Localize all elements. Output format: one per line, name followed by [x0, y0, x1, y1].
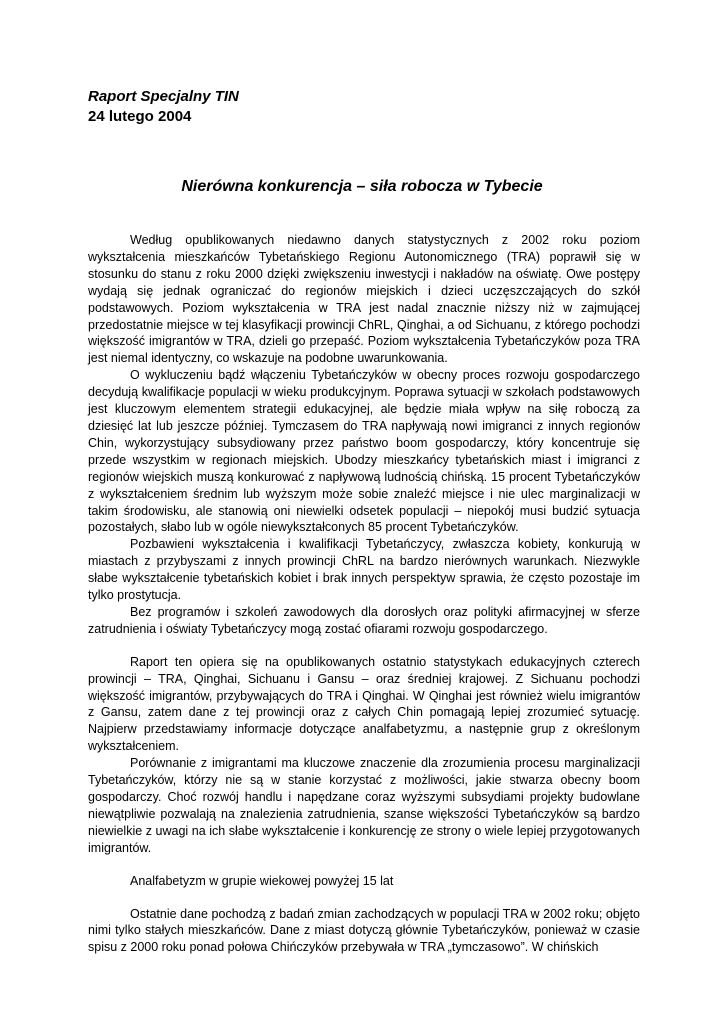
paragraph: Ostatnie dane pochodzą z badań zmian zachodzących w populacji TRA w 2002 roku; objęto nimi tylko stałych mieszkańców. Dane z miast dotyczą głównie Tybetańczyków, ponieważ w czasie spisu z 2000 roku ponad połowa Chińczyków przebywała w TRA „tymczasowo”. W chińskich — [88, 906, 640, 955]
report-date: 24 lutego 2004 — [88, 108, 192, 125]
paragraph: Raport ten opiera się na opublikowanych ostatnio statystykach edukacyjnych czterech prowincji – TRA, Qinghai, Sichuanu i Gansu – oraz średniej krajowej. Z Sichuanu pochodzi większość imigrantów, przybywających do TRA i Qinghai. W Qinghai jest również wielu imigrantów z Gansu, zatem dane z tej prowincji oraz z całych Chin pomagają lepiej zrozumieć sytuację. Najpierw przedstawiamy informacje dotyczące analfabetyzmu, a następnie grup z określonym wykształceniem. — [88, 654, 640, 754]
document-body — [88, 232, 640, 956]
paragraph: Według opublikowanych niedawno danych statystycznych z 2002 roku poziom wykształcenia mieszkańców Tybetańskiego Regionu Autonomicznego (TRA) poprawił się w stosunku do stanu z roku 2000 dzięki zwiększeniu inwestycji i nakładów na oświatę. Owe postępy wydają się jednak ograniczać do regionów miejskich i dzieci uczęszczających do szkół podstawowych. Poziom wykształcenia w TRA jest nadal znacznie niższy niż w zajmującej przedostatnie miejsce w tej klasyfikacji prowincji ChRL, Qinghai, a od Sichuanu, z którego pochodzi większość imigrantów w TRA, dzieli go przepaść. Poziom wykształcenia Tybetańczyków poza TRA jest niemal identyczny, co wskazuje na podobne uwarunkowania. — [88, 233, 640, 366]
paragraph: Pozbawieni wykształcenia i kwalifikacji Tybetańczycy, zwłaszcza kobiety, konkurują w miastach z przybyszami z innych prowincji ChRL na bardzo nierównych warunkach. Niezwykle słabe wykształcenie tybetańskich kobiet i brak innych perspektyw sprawia, że często pozostaje im tylko prostytucja. — [88, 537, 640, 603]
document-title: Nierówna konkurencja – siła robocza w Tybecie — [181, 178, 543, 195]
paragraph: Porównanie z imigrantami ma kluczowe znaczenie dla zrozumienia procesu marginalizacji Tybetańczyków, którzy nie są w stanie korzystać z możliwości, jakie stwarza obecny boom gospodarczy. Choć rozwój handlu i napędzane coraz wyższymi subsydiami projekty budowlane niewątpliwie pozwalają na znalezienia zatrudnienia, szanse większości Tybetańczyków są bardzo niewielkie z uwagi na ich słabe wykształcenie i konkurencję ze strony o wiele lepiej przygotowanych imigrantów. — [88, 756, 640, 855]
paragraph: O wykluczeniu bądź włączeniu Tybetańczyków w obecny proces rozwoju gospodarczego decydują kwalifikacje populacji w wieku produkcyjnym. Poprawa sytuacji w szkołach podstawowych jest kluczowym elementem strategii edukacyjnej, ale będzie miała wpływ na siłę roboczą za dziesięć lat lub jeszcze później. Tymczasem do TRA napływają nowi imigranci z innych regionów Chin, wykorzystujący subsydiowany przez państwo boom gospodarczy, który koncentruje się przede wszystkim w regionach miejskich. Ubodzy mieszkańcy tybetańskich miast i imigranci z regionów wiejskich muszą konkurować z napływową ludnością chińską. 15 procent Tybetańczyków z wykształceniem średnim lub wyższym może sobie znaleźć miejsce i nie ulec marginalizacji w takim środowisku, ale stanowią oni niewielki odsetek populacji – niepokój musi budzić sytuacja pozostałych, słabo lub w ogóle niewykształconych 85 procent Tybetańczyków. — [88, 368, 640, 535]
report-header — [88, 87, 239, 127]
report-series-title: Raport Specjalny TIN — [88, 88, 239, 105]
paragraph: Bez programów i szkoleń zawodowych dla dorosłych oraz polityki afirmacyjnej w sferze zatrudnienia i oświaty Tybetańczycy mogą zostać ofiarami rozwoju gospodarczego. — [88, 604, 640, 636]
section-subheading: Analfabetyzm w grupie wiekowej powyżej 15 lat — [130, 873, 394, 888]
